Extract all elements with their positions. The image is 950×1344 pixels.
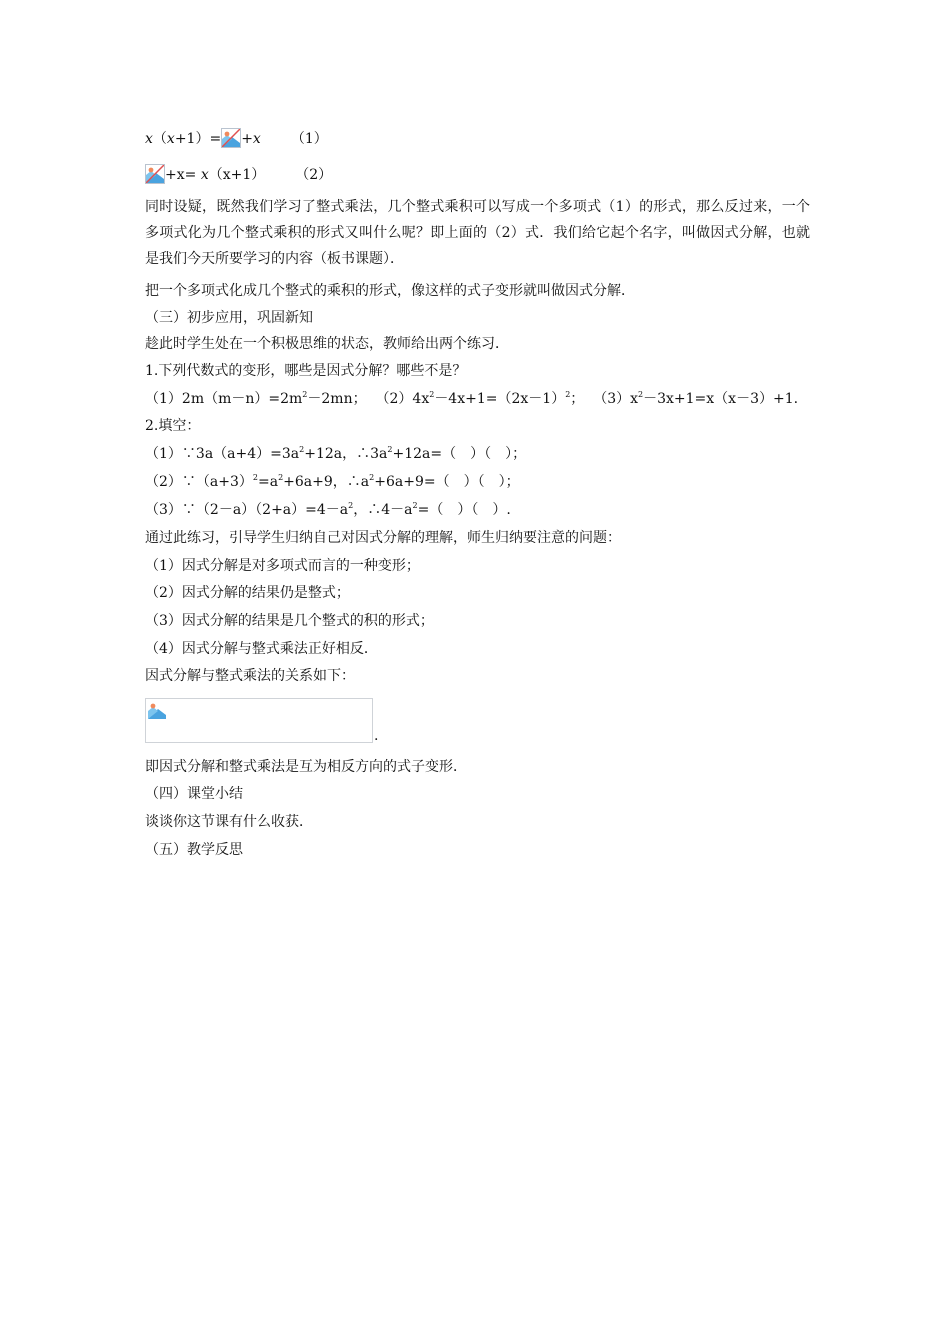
- item-text: －4x+1=（2x－1）: [434, 391, 566, 407]
- item-text: +6a+9=（ ）（ ）；: [374, 474, 520, 490]
- item-text: （2）4x: [375, 391, 430, 407]
- superscript: 2: [429, 390, 435, 399]
- item-text: （3）∵（2－a）（2+a）=4－a: [145, 502, 349, 518]
- item-text: －3x+1=x（x－3）+1.: [643, 391, 799, 407]
- eq-var: x: [252, 131, 261, 147]
- section-heading-5: （五）教学反思: [145, 842, 243, 858]
- broken-image-icon: [148, 701, 168, 721]
- item-text: （3）x: [593, 391, 639, 407]
- eq-var: x: [145, 131, 153, 147]
- paragraph-summary-intro: 通过此练习，引导学生归纳自己对因式分解的理解，师生归纳要注意的问题：: [145, 530, 621, 546]
- section-heading-3: （三）初步应用，巩固新知: [145, 310, 313, 326]
- question-2: 2.填空：: [145, 418, 201, 434]
- period: .: [374, 728, 379, 744]
- eq-text: （: [152, 131, 167, 147]
- broken-image-icon: [145, 164, 165, 184]
- equation-2: [145, 164, 332, 184]
- superscript: 2: [252, 473, 258, 482]
- superscript: 2: [387, 445, 393, 454]
- item-text: －2mn；: [307, 391, 367, 407]
- item-text: =a: [258, 474, 279, 490]
- item-text: ；: [570, 391, 585, 407]
- equation-number: （1）: [290, 131, 328, 147]
- fill-blank-1: [145, 445, 526, 463]
- item-text: +12a=（ ）（ ）；: [392, 446, 527, 462]
- broken-image-icon: [221, 128, 241, 148]
- item-text: +12a，∴3a: [304, 446, 388, 462]
- question-1: 1.下列代数式的变形，哪些是因式分解？哪些不是？: [145, 363, 467, 379]
- question-1-items: [145, 390, 798, 408]
- paragraph-intro: 同时设疑，既然我们学习了整式乘法，几个整式乘积可以写成一个多项式（1）的形式，那么反过来，一个多项式化为几个整式乘积的形式又叫什么呢？即上面的（2）式．我们给它起个名字，叫做因式分解，也就是我们今天所要学习的内容（板书课题）．: [145, 199, 810, 267]
- item-text: ，∴4－a: [353, 502, 413, 518]
- item-text: （1）2m（m－n）=2m: [145, 391, 303, 407]
- superscript: 2: [302, 390, 308, 399]
- eq-text: +x=: [165, 167, 201, 183]
- paragraph-conclusion: 即因式分解和整式乘法是互为相反方向的式子变形．: [145, 759, 467, 775]
- note-3: （3）因式分解的结果是几个整式的积的形式；: [145, 613, 434, 629]
- item-text: +6a+9，∴a: [283, 474, 370, 490]
- superscript: 2: [299, 445, 305, 454]
- item-text: （1）∵3a（a+4）=3a: [145, 446, 300, 462]
- eq-var: x: [200, 167, 209, 183]
- note-4: （4）因式分解与整式乘法正好相反．: [145, 641, 378, 657]
- fill-blank-3: [145, 501, 511, 519]
- paragraph-definition: 把一个多项式化成几个整式的乘积的形式，像这样的式子变形就叫做因式分解．: [145, 283, 635, 299]
- item-text: =（ ）（ ）.: [417, 502, 511, 518]
- note-2: （2）因式分解的结果仍是整式；: [145, 585, 350, 601]
- paragraph-practice: 趁此时学生处在一个积极思维的状态，教师给出两个练习．: [145, 336, 509, 352]
- equation-1: [145, 128, 328, 148]
- superscript: 2: [565, 390, 571, 399]
- eq-var: x: [166, 131, 175, 147]
- note-1: （1）因式分解是对多项式而言的一种变形；: [145, 558, 420, 574]
- superscript: 2: [369, 473, 375, 482]
- superscript: 2: [348, 501, 354, 510]
- relation-diagram-image: [145, 698, 373, 743]
- superscript: 2: [278, 473, 284, 482]
- eq-text: +: [241, 131, 253, 147]
- paragraph-reflection-prompt: 谈谈你这节课有什么收获．: [145, 814, 313, 830]
- item-text: （2）∵（a+3）: [145, 474, 253, 490]
- equation-number: （2）: [295, 167, 333, 183]
- paragraph-relation: 因式分解与整式乘法的关系如下：: [145, 668, 355, 684]
- section-heading-4: （四）课堂小结: [145, 786, 243, 802]
- superscript: 2: [412, 501, 418, 510]
- superscript: 2: [638, 390, 644, 399]
- eq-text: （x+1）: [208, 167, 266, 183]
- fill-blank-2: [145, 473, 520, 491]
- eq-text: +1）=: [174, 131, 222, 147]
